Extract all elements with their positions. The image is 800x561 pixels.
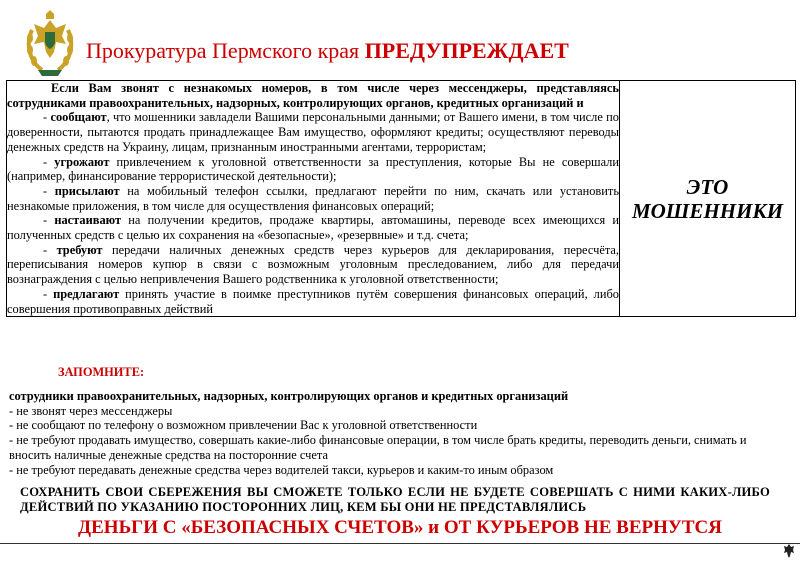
list-item: - не требуют продавать имущество, совершать какие-либо финансовые операции, в том числе брать кредиты, переводить деньги, снимать и вносить наличные денежные средства на посторонние счета [9, 433, 747, 462]
list-item: - настаивают на получении кредитов, продаже квартиры, автомашины, переводе всех имеющихся и полученных средств с целью их сохранения на «безопасные», «резервные» и т.д. счета; [7, 213, 619, 243]
verdict-line-1: ЭТО [686, 174, 729, 199]
list-item: - не сообщают по телефону о возможном привлечении Вас к уголовной ответственности [9, 418, 478, 433]
fraud-signs-table [6, 80, 796, 317]
small-emblem-icon [782, 543, 796, 559]
remember-heading: сотрудники правоохранительных, надзорных, контролирующих органов и кредитных организаций [9, 389, 569, 403]
remember-list [9, 389, 789, 477]
list-item: - присылают на мобильный телефон ссылки, предлагают перейти по ним, скачать или установить незнакомые приложения, в том числе для осуществления финансовых операций; [7, 183, 619, 213]
intro-text: Если Вам звонят с незнакомых номеров, в том числе через мессенджеры, представляясь сотрудниками правоохранительных, надзорных, контролирующих органов, кредитных организаций и [7, 81, 619, 110]
remember-title: ЗАПОМНИТЕ: [58, 365, 145, 379]
list-item: - не звонят через мессенджеры [9, 403, 173, 418]
list-item: - требуют передачи наличных денежных средств через курьеров для декларирования, пересчёта, переписывания номеров купюр в связи с возможным уголовным преследованием, либо для передачи вознаграждения с целью непривлечения Вашего родственника к уголовной ответственности; [7, 242, 619, 287]
savings-warning: СОХРАНИТЬ СВОИ СБЕРЕЖЕНИЯ ВЫ СМОЖЕТЕ ТОЛЬКО ЕСЛИ НЕ БУДЕТЕ СОВЕРШАТЬ С НИМИ КАКИХ-ЛИБО ДЕЙСТВИЙ ПО УКАЗАНИЮ ПОСТОРОННИХ ЛИЦ, КЕМ БЫ ОНИ НЕ ПРЕДСТАВЛЯЛИСЬ [20, 485, 770, 514]
verdict-line-2: МОШЕННИКИ [631, 198, 784, 223]
verdict-cell [620, 81, 796, 317]
divider [0, 543, 800, 544]
final-warning: ДЕНЬГИ С «БЕЗОПАСНЫХ СЧЕТОВ» и ОТ КУРЬЕРОВ НЕ ВЕРНУТСЯ [78, 517, 722, 538]
list-item: - сообщают, что мошенники завладели Вашими персональными данными; от Вашего имени, в том числе по доверенности, пытаются продать принадлежащее Вам имущество, оформляют кредиты; осуществляют переводы денежных средств на Украину, лицам, признанным иностранными агентами, террористам; [7, 110, 620, 154]
list-item: - угрожают привлечением к уголовной ответственности за преступления, которые Вы не совершали (например, финансирование террористической деятельности); [7, 154, 619, 184]
warning-title: ПРЕДУПРЕЖДАЕТ [364, 38, 569, 63]
list-item: - не требуют передавать денежные средства через водителей такси, курьеров и каким-то иным образом [9, 462, 554, 477]
fraud-signs-cell [7, 81, 620, 317]
org-title: Прокуратура Пермского края [86, 38, 360, 63]
list-item: - предлагают принять участие в поимке преступников путём совершения финансовых операций, либо совершения противоправных действий [7, 286, 619, 316]
page-header [86, 38, 569, 64]
prosecutor-emblem-icon [24, 10, 76, 78]
